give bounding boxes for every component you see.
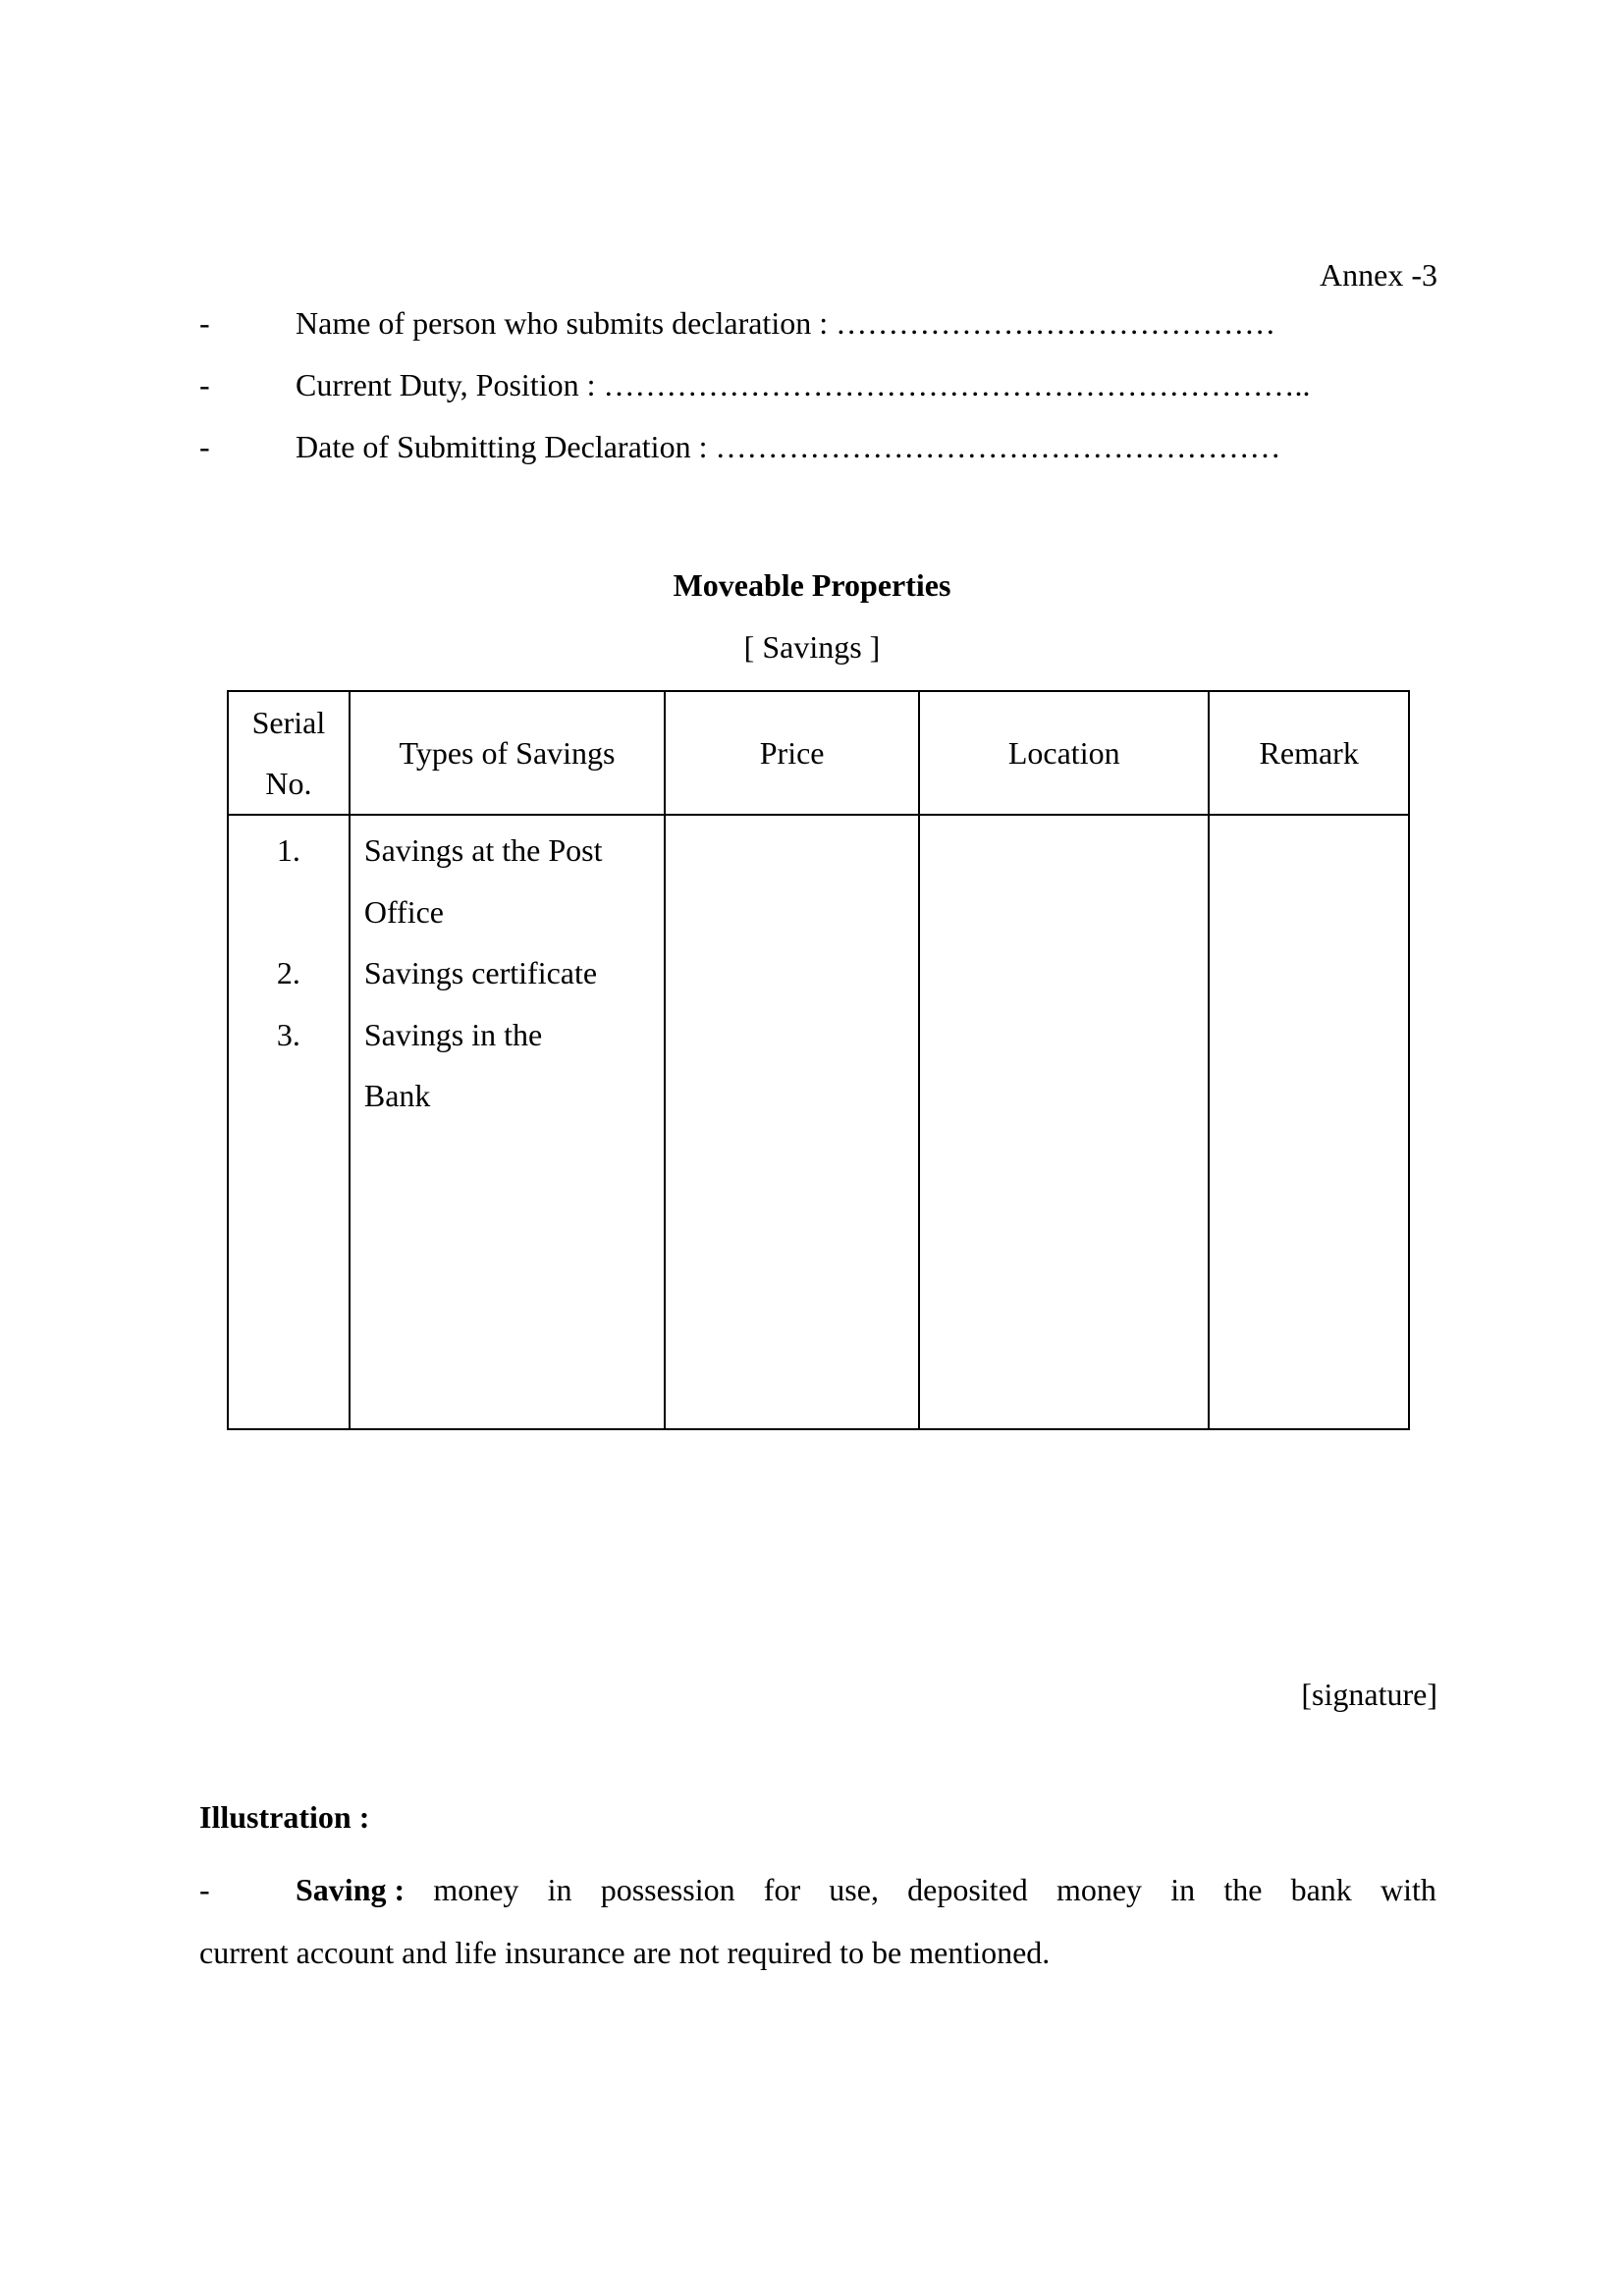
- illustration-word: with: [1380, 1872, 1436, 1907]
- header-location: Location: [919, 691, 1209, 815]
- field-current-duty: [199, 363, 1436, 406]
- field-label: Name of person who submits declaration : ……………………………………: [296, 305, 1276, 341]
- header-price: Price: [665, 691, 919, 815]
- serial-1: 1.: [276, 832, 300, 868]
- illustration-words: [296, 1858, 1436, 1921]
- type-line-3: Savings certificate: [363, 955, 598, 990]
- illustration-word: possession: [600, 1872, 735, 1907]
- illustration-word: bank: [1290, 1872, 1352, 1907]
- table-header-row: [228, 691, 1409, 815]
- header-remark: Remark: [1209, 691, 1409, 815]
- section-title: Moveable Properties: [673, 567, 951, 603]
- bullet-dash: -: [199, 367, 210, 402]
- illustration-word: money: [1056, 1872, 1143, 1907]
- illustration-line-1: [199, 1858, 1436, 1921]
- header-types-of-savings: Types of Savings: [350, 691, 665, 815]
- field-label: Date of Submitting Declaration : ………………………………………………: [296, 429, 1281, 464]
- savings-table: [227, 690, 1410, 1430]
- table-row: [228, 815, 1409, 1429]
- illustration-word: deposited: [907, 1872, 1028, 1907]
- field-submission-date: [199, 425, 1436, 468]
- illustration-word: in: [547, 1872, 572, 1907]
- saving-term: Saving :: [296, 1872, 406, 1907]
- illustration-word: in: [1170, 1872, 1196, 1907]
- field-person-name: [199, 301, 1436, 345]
- serial-spacer: [229, 881, 349, 943]
- signature-placeholder: [signature]: [1301, 1677, 1437, 1712]
- illustration-title: Illustration :: [199, 1799, 370, 1835]
- type-line-5: Bank: [363, 1078, 431, 1113]
- serial-cell: [228, 815, 350, 1429]
- type-line-4: Savings in the: [363, 1016, 543, 1052]
- illustration-line-2: current account and life insurance are not required to be mentioned.: [199, 1935, 1051, 1970]
- bullet-dash: -: [199, 1872, 210, 1907]
- illustration-word: use,: [829, 1872, 879, 1907]
- annex-label: Annex -3: [1320, 257, 1437, 293]
- price-cell[interactable]: [665, 815, 919, 1429]
- header-serial-line1: Serial: [251, 705, 326, 740]
- illustration-word: for: [763, 1872, 801, 1907]
- header-serial-no: [228, 691, 350, 815]
- field-label: Current Duty, Position : …………………………………………………………..: [296, 367, 1311, 402]
- types-cell: [350, 815, 665, 1429]
- header-serial-line2: No.: [265, 766, 312, 801]
- type-line-2: Office: [363, 893, 444, 930]
- serial-2: 2.: [276, 955, 300, 990]
- illustration-word: money: [433, 1872, 519, 1907]
- remark-cell[interactable]: [1209, 815, 1409, 1429]
- illustration-body: [199, 1858, 1436, 1984]
- type-line-1: Savings at the Post: [363, 832, 603, 868]
- location-cell[interactable]: [919, 815, 1209, 1429]
- bullet-dash: -: [199, 429, 210, 464]
- illustration-word: the: [1223, 1872, 1263, 1907]
- serial-3: 3.: [276, 1016, 300, 1052]
- bullet-dash: -: [199, 305, 210, 341]
- section-subtitle: [ Savings ]: [743, 629, 881, 665]
